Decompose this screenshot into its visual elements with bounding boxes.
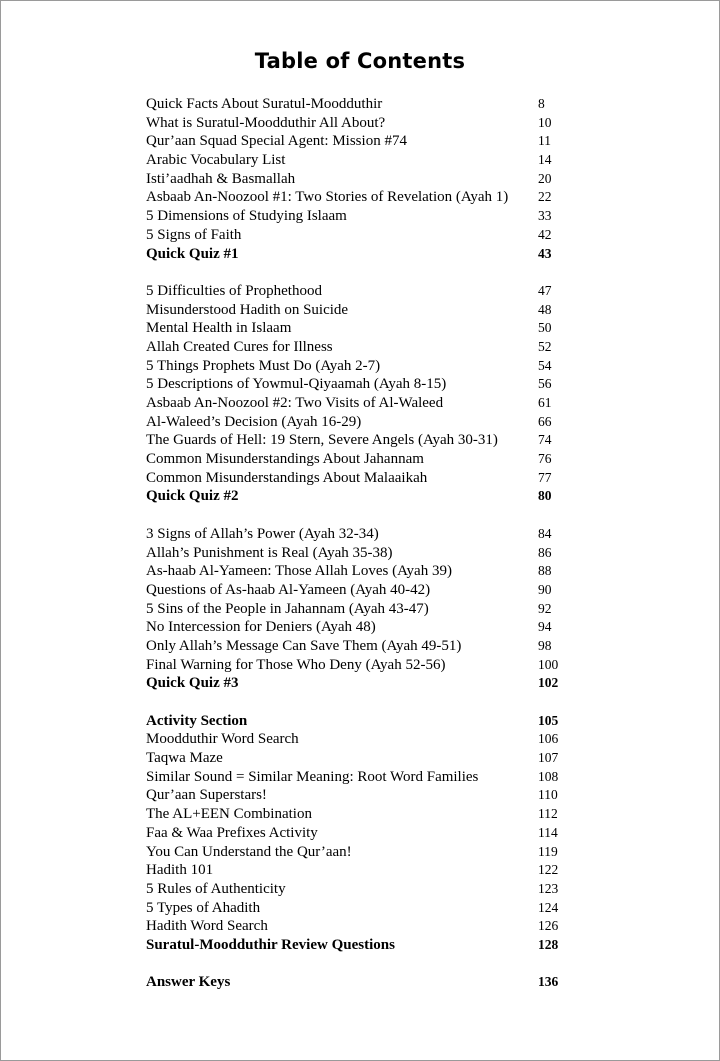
toc-entry[interactable] (146, 805, 566, 824)
toc-entry-page-number: 105 (538, 712, 559, 728)
toc-entry-page-number: 14 (538, 152, 552, 168)
toc-entry-title: Hadith 101 (146, 862, 214, 879)
toc-entry[interactable] (146, 207, 566, 226)
section-gap (146, 955, 566, 974)
toc-entry-page-number: 56 (538, 376, 552, 392)
toc-entry-title: Arabic Vocabulary List (146, 152, 286, 169)
toc-entry-title: Mental Health in Islaam (146, 320, 292, 337)
toc-entry[interactable] (146, 487, 566, 506)
toc-entry-title: Quick Quiz #3 (146, 675, 239, 692)
toc-entry[interactable] (146, 282, 566, 301)
toc-entry-page-number: 54 (538, 357, 552, 373)
toc-entry-title: No Intercession for Deniers (Ayah 48) (146, 619, 376, 636)
section-gap (146, 506, 566, 525)
toc-entry[interactable] (146, 637, 566, 656)
toc-entry-title: Common Misunderstandings About Malaaikah (146, 469, 428, 486)
section-gap (146, 693, 566, 712)
toc-entry-title: Moodduthir Word Search (146, 731, 299, 748)
toc-entry-page-number: 94 (538, 619, 552, 635)
toc-entry[interactable] (146, 973, 566, 992)
toc-entry-title: 5 Things Prophets Must Do (Ayah 2-7) (146, 357, 381, 374)
toc-entry[interactable] (146, 394, 566, 413)
toc-entry[interactable] (146, 319, 566, 338)
toc-entry-page-number: 123 (538, 880, 559, 896)
toc-entry-page-number: 112 (538, 806, 558, 822)
toc-entry-page-number: 86 (538, 544, 552, 560)
toc-entry-page-number: 128 (538, 936, 559, 952)
toc-entry-title: Quick Quiz #1 (146, 245, 239, 262)
toc-entry-title: Asbaab An-Noozool #2: Two Visits of Al-Waleed (146, 395, 444, 411)
toc-entry-page-number: 33 (538, 208, 552, 224)
toc-entry[interactable] (146, 600, 566, 619)
table-of-contents (146, 95, 566, 992)
toc-entry[interactable] (146, 861, 566, 880)
toc-entry-title: 5 Descriptions of Yowmul-Qiyaamah (Ayah 8-15) (146, 376, 447, 393)
toc-entry[interactable] (146, 132, 566, 151)
page-title: Table of Contents (254, 49, 466, 73)
toc-entry[interactable] (146, 618, 566, 637)
toc-entry[interactable] (146, 413, 566, 432)
toc-entry-page-number: 20 (538, 170, 552, 186)
toc-entry-page-number: 136 (538, 974, 559, 990)
toc-entry-page-number: 126 (538, 918, 559, 934)
toc-entry-title: 5 Rules of Authenticity (146, 880, 286, 897)
toc-entry-page-number: 98 (538, 637, 552, 653)
toc-entry-page-number: 110 (538, 787, 558, 803)
toc-entry-page-number: 50 (538, 320, 552, 336)
toc-entry[interactable] (146, 544, 566, 563)
toc-entry-title: You Can Understand the Qur’aan! (146, 843, 352, 860)
toc-entry-title: 5 Types of Ahadith (146, 899, 261, 916)
toc-entry[interactable] (146, 917, 566, 936)
toc-entry-page-number: 119 (538, 843, 558, 859)
toc-entry[interactable] (146, 712, 566, 731)
toc-entry[interactable] (146, 581, 566, 600)
toc-entry[interactable] (146, 899, 566, 918)
toc-entry-page-number: 124 (538, 899, 559, 915)
toc-entry[interactable] (146, 357, 566, 376)
toc-entry-title: Only Allah’s Message Can Save Them (Ayah 49-51) (146, 637, 462, 654)
section-gap (146, 263, 566, 282)
toc-entry-title: The AL+EEN Combination (146, 806, 312, 823)
toc-entry-page-number: 43 (538, 245, 552, 261)
toc-entry-title: Qur’aan Squad Special Agent: Mission #74 (146, 133, 407, 150)
toc-entry-page-number: 102 (538, 675, 559, 691)
toc-entry[interactable] (146, 226, 566, 245)
toc-entry-title: Answer Keys (146, 974, 231, 991)
toc-entry-page-number: 90 (538, 581, 552, 597)
toc-entry-title: Quick Quiz #2 (146, 488, 239, 505)
toc-entry-page-number: 47 (538, 282, 552, 298)
toc-entry-page-number: 122 (538, 862, 559, 878)
toc-entry[interactable] (146, 843, 566, 862)
toc-entry-title: Similar Sound = Similar Meaning: Root Word Families (146, 768, 479, 785)
toc-entry-page-number: 106 (538, 731, 559, 747)
toc-entry[interactable] (146, 469, 566, 488)
toc-entry-title: Quick Facts About Suratul-Moodduthir (146, 96, 383, 112)
toc-entry[interactable] (146, 431, 566, 450)
toc-entry-title: Common Misunderstandings About Jahannam (146, 451, 424, 468)
toc-entry-title: As-haab Al-Yameen: Those Allah Loves (Ayah 39) (146, 563, 452, 580)
toc-entry-title: 5 Difficulties of Prophethood (146, 282, 322, 299)
toc-entry[interactable] (146, 450, 566, 469)
toc-entry[interactable] (146, 786, 566, 805)
toc-entry-title: 5 Sins of the People in Jahannam (Ayah 43-47) (146, 600, 429, 617)
toc-entry-title: 5 Dimensions of Studying Islaam (146, 208, 347, 225)
toc-entry[interactable] (146, 936, 566, 955)
toc-entry-page-number: 77 (538, 469, 552, 485)
toc-entry-page-number: 11 (538, 133, 551, 149)
toc-entry[interactable] (146, 151, 566, 170)
toc-entry-page-number: 84 (538, 525, 552, 541)
toc-entry[interactable] (146, 880, 566, 899)
toc-entry[interactable] (146, 824, 566, 843)
toc-entry-title: Qur’aan Superstars! (146, 787, 267, 804)
toc-entry[interactable] (146, 674, 566, 693)
toc-entry-title: Activity Section (146, 712, 248, 729)
toc-entry-page-number: 100 (538, 656, 559, 672)
toc-entry-page-number: 88 (538, 563, 552, 579)
toc-entry[interactable] (146, 562, 566, 581)
toc-entry-page-number: 61 (538, 395, 552, 410)
toc-entry-title: What is Suratul-Moodduthir All About? (146, 114, 386, 131)
toc-entry-title: Suratul-Moodduthir Review Questions (146, 936, 395, 953)
toc-entry[interactable] (146, 338, 566, 357)
toc-entry[interactable] (146, 525, 566, 544)
toc-entry-page-number: 76 (538, 451, 552, 467)
toc-entry-title: Allah Created Cures for Illness (146, 338, 333, 355)
toc-entry-title: Allah’s Punishment is Real (Ayah 35-38) (146, 544, 393, 561)
toc-entry-title: 3 Signs of Allah’s Power (Ayah 32-34) (146, 525, 379, 542)
toc-entry[interactable] (146, 730, 566, 749)
toc-entry-page-number: 114 (538, 824, 558, 840)
toc-entry[interactable] (146, 749, 566, 768)
toc-entry-page-number: 8 (538, 96, 545, 111)
toc-entry-title: Isti’aadhah & Basmallah (146, 170, 296, 187)
toc-entry-page-number: 48 (538, 301, 552, 317)
toc-entry-title: The Guards of Hell: 19 Stern, Severe Angels (Ayah 30-31) (146, 432, 498, 449)
toc-entry[interactable] (146, 301, 566, 320)
toc-entry-title: Asbaab An-Noozool #1: Two Stories of Revelation (Ayah 1) (146, 189, 509, 206)
toc-entry[interactable] (146, 656, 566, 675)
toc-entry-title: Taqwa Maze (146, 750, 223, 767)
toc-entry-title: Misunderstood Hadith on Suicide (146, 301, 349, 318)
toc-entry-title: Final Warning for Those Who Deny (Ayah 52-56) (146, 656, 446, 673)
toc-entry-title: Al-Waleed’s Decision (Ayah 16-29) (146, 413, 362, 430)
toc-entry[interactable] (146, 188, 566, 207)
toc-entry-title: Questions of As-haab Al-Yameen (Ayah 40-42) (146, 581, 431, 598)
toc-entry[interactable] (146, 245, 566, 264)
toc-entry[interactable] (146, 375, 566, 394)
toc-entry[interactable] (146, 768, 566, 787)
toc-entry[interactable] (146, 114, 566, 133)
toc-entry-page-number: 74 (538, 432, 552, 448)
toc-entry-page-number: 10 (538, 114, 552, 130)
toc-entry-page-number: 80 (538, 488, 552, 504)
toc-entry-page-number: 42 (538, 226, 552, 242)
toc-entry-title: 5 Signs of Faith (146, 226, 242, 243)
toc-entry-page-number: 92 (538, 600, 552, 616)
toc-entry-title: Faa & Waa Prefixes Activity (146, 824, 318, 841)
toc-entry-page-number: 108 (538, 768, 559, 784)
toc-entry-page-number: 22 (538, 189, 552, 205)
toc-entry[interactable] (146, 95, 566, 114)
toc-entry[interactable] (146, 170, 566, 189)
toc-entry-page-number: 52 (538, 338, 552, 354)
toc-entry-page-number: 66 (538, 413, 552, 429)
toc-entry-page-number: 107 (538, 750, 559, 766)
toc-entry-title: Hadith Word Search (146, 918, 268, 935)
